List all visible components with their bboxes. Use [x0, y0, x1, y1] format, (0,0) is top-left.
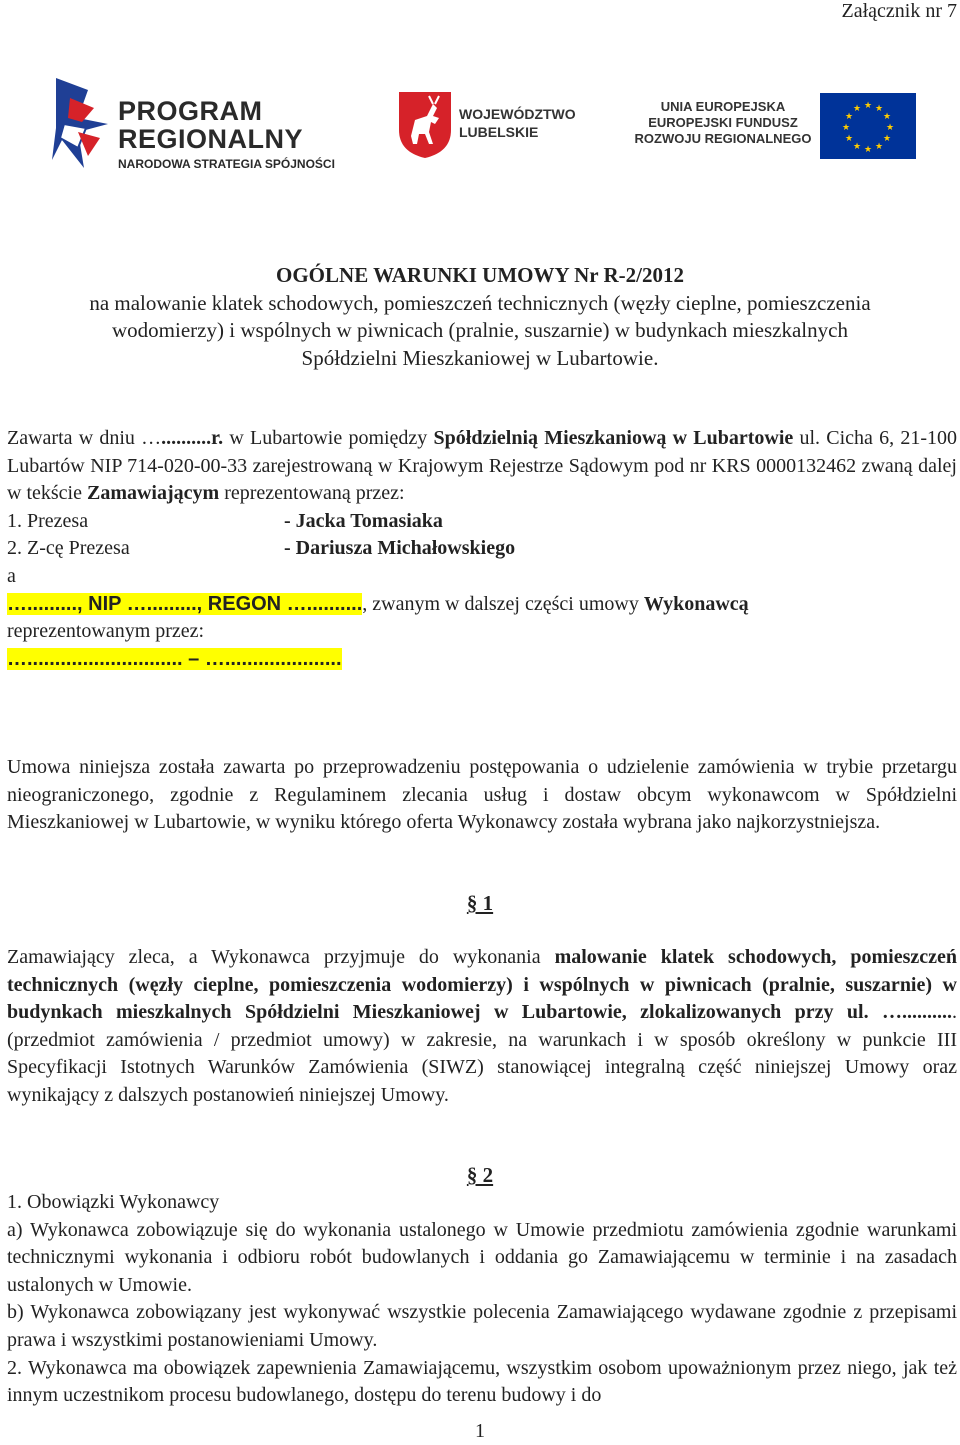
- svg-text:★: ★: [874, 104, 884, 114]
- representative-1-role: 1. Prezesa: [7, 509, 89, 532]
- svg-text:★: ★: [844, 112, 854, 122]
- cooperative-details: ul. Cicha 6, 21-100 Lubartów NIP 714-020-00-33 zarejestrowaną w Krajowym Rejestrze Sądowym pod nr KRS 0000132462 zwaną dalej w tekście: [7, 427, 957, 505]
- section-2-item-b: b) Wykonawca zobowiązany jest wykonywać wszystkie polecenia Zamawiającego wydawane zgodnie z przepisami prawa i wszystkimi postanowieniami Umowy.: [7, 1301, 957, 1351]
- section-2-heading-text: § 2: [466, 1163, 494, 1187]
- section-1-heading: [0, 891, 960, 916]
- wojewodztwo-line1: WOJEWÓDZTWO: [459, 106, 576, 122]
- title-line1: OGÓLNE WARUNKI UMOWY Nr R-2/2012: [276, 263, 684, 287]
- contractor-rep-fields: …............................ – ….....................: [7, 647, 342, 670]
- parties-intro: Zawarta w dniu …: [7, 427, 162, 449]
- svg-text:★: ★: [844, 134, 854, 144]
- program-regionalny-logo: [48, 68, 358, 183]
- section-1-heading-text: § 1: [466, 891, 494, 915]
- section-2-body: [7, 1189, 957, 1410]
- section-2-item-2: 2. Wykonawca ma obowiązek zapewnienia Zamawiającemu, wszystkim osobom upoważnionym przez niego, jak też innym uczestnikom procesu budowlanego, dostępu do terenu budowy i do: [7, 1356, 957, 1407]
- document-title: [0, 262, 960, 372]
- ordering-party-term: Zamawiającym: [86, 482, 220, 505]
- eu-line3: ROZWOJU REGIONALNEGO: [634, 131, 812, 146]
- svg-text:★: ★: [882, 134, 892, 144]
- svg-text:★: ★: [841, 123, 851, 133]
- coat-of-arms-icon: [397, 90, 453, 160]
- wojewodztwo-line2: LUBELSKIE: [459, 124, 539, 140]
- contractor-paragraph: [7, 591, 957, 619]
- contractor-term: Wykonawcą: [643, 592, 749, 615]
- svg-text:★: ★: [863, 101, 873, 111]
- section-1-lead: Zamawiający zleca, a Wykonawca przyjmuje do wykonania: [7, 946, 555, 968]
- parties-paragraph: [7, 425, 957, 508]
- eu-line2: EUROPEJSKI FUNDUSZ: [648, 115, 798, 130]
- representative-2-role: 2. Z-cę Prezesa: [7, 537, 130, 560]
- intro-paragraph: Umowa niniejsza została zawarta po przeprowadzeniu postępowania o udzielenie zamówienia w trybie przetargu nieograniczonego, zgodnie z Regulaminem zlecania usług i dostaw obcym wykonawcom w Spółdzielni Mieszkaniowej w Lubartowie, w wyniku którego oferta Wykonawcy została wybrana jako najkorzystniejsza.: [7, 756, 957, 834]
- svg-text:★: ★: [852, 142, 862, 152]
- logo-bar: [0, 68, 960, 183]
- contract-date-field: ..........r.: [161, 427, 224, 449]
- cooperative-name: Spółdzielnią Mieszkaniową w Lubartowie: [433, 427, 794, 449]
- section-1-subject: malowanie klatek schodowych, pomieszczeń technicznych (węzły cieplne, pomieszczenia wodomierzy) i wspólnych w piwnicach (pralnie, suszarnie) w budynkach mieszkalnych Spółdzielni Mieszkaniowej w Lubartowie, zlokalizowanych przy ul. …..........: [7, 946, 957, 1024]
- title-line4: Spółdzielni Mieszkaniowej w Lubartowie.: [301, 345, 659, 370]
- eu-line1: UNIA EUROPEJSKA: [660, 99, 786, 114]
- section-2-item-a: a) Wykonawca zobowiązuje się do wykonania ustalonego w Umowie przedmiotu zamówienia zgodnie warunkami technicznymi wykonania i odbioru robót budowlanych i oddania go Zamawiającemu w terminie i na zasadach ustalonych w Umowie.: [7, 1218, 957, 1296]
- contractor-fields: …........., NIP …........., REGON …..........: [7, 592, 363, 615]
- representative-2: [7, 535, 957, 563]
- parties-section: [7, 425, 957, 673]
- section-1-rest: . (przedmiot zamówienia / przedmiot umowy) w zakresie, na warunkach i w sposób określony w punkcie III Specyfikacji Istotnych Warunków Zamówienia (SIWZ) stanowiącej integralną część niniejszej Umowy oraz wynikający z dalszych postanowień niniejszej Umowy.: [7, 1001, 957, 1106]
- svg-text:★: ★: [852, 104, 862, 114]
- svg-text:★: ★: [882, 112, 892, 122]
- page-number: 1: [475, 1420, 485, 1442]
- representative-2-name: - Dariusza Michałowskiego: [284, 537, 516, 560]
- eu-flag-icon: [820, 93, 916, 159]
- svg-text:★: ★: [874, 142, 884, 152]
- program-line2: REGIONALNY: [118, 124, 304, 154]
- representative-1: [7, 508, 957, 536]
- parties-between: w Lubartowie pomiędzy: [223, 427, 434, 449]
- annex-label: Załącznik nr 7: [841, 0, 957, 22]
- program-line3: NARODOWA STRATEGIA SPÓJNOŚCI: [118, 157, 335, 171]
- and-label: a: [7, 564, 16, 587]
- title-line3: wodomierzy) i wspólnych w piwnicach (pralnie, suszarnie) w budynkach mieszkalnych: [112, 318, 848, 342]
- contractor-represented: reprezentowanym przez:: [7, 620, 205, 643]
- svg-text:★: ★: [885, 123, 895, 133]
- section-2-item-1: 1. Obowiązki Wykonawcy: [7, 1191, 220, 1213]
- title-line2: na malowanie klatek schodowych, pomieszczeń technicznych (węzły cieplne, pomieszczenia: [89, 290, 871, 315]
- contractor-text: , zwanym w dalszej części umowy: [362, 592, 644, 615]
- represented-by: reprezentowaną przez:: [219, 482, 405, 505]
- program-star-icon: [48, 68, 114, 183]
- program-line1: PROGRAM: [118, 96, 263, 126]
- eu-fund-logo: [620, 93, 920, 188]
- section-2-heading: [0, 1163, 960, 1188]
- section-1-paragraph: [7, 944, 957, 1110]
- representative-1-name: - Jacka Tomasiaka: [284, 509, 443, 532]
- svg-text:★: ★: [863, 145, 873, 155]
- wojewodztwo-logo: [397, 90, 607, 170]
